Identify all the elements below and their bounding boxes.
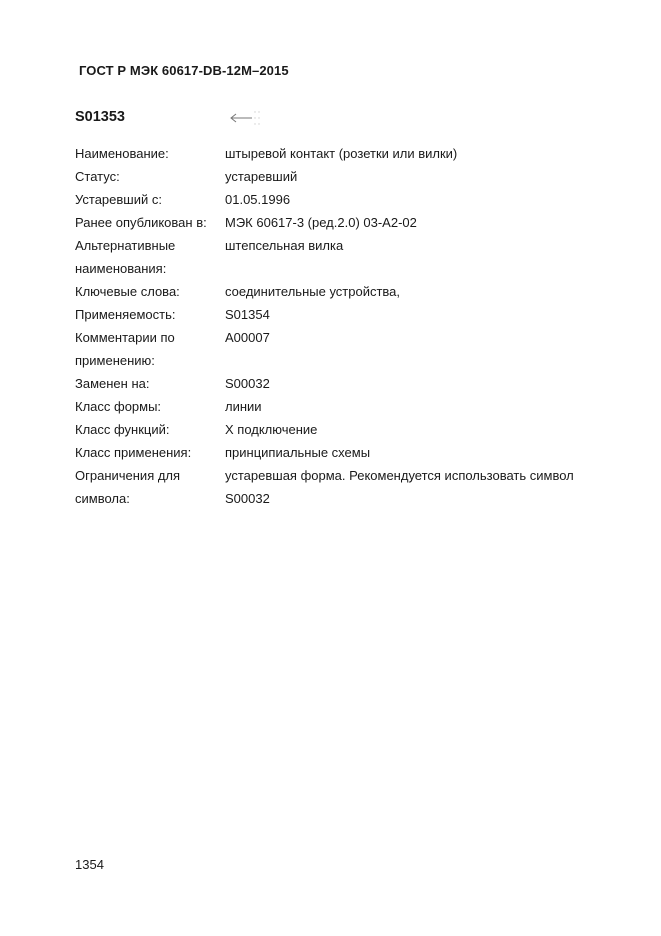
field-value: линии	[225, 399, 262, 414]
field-previously-published	[75, 211, 595, 234]
field-value: штепсельная вилка	[225, 238, 344, 253]
field-label: Устаревший с:	[75, 192, 162, 207]
field-restrictions	[75, 464, 595, 510]
field-obsolete-since	[75, 188, 595, 211]
field-label: Ключевые слова:	[75, 284, 180, 299]
symbol-properties	[75, 142, 595, 510]
field-value: устаревший	[225, 169, 298, 184]
page-number: 1354	[75, 857, 104, 872]
symbol-graphic	[228, 109, 264, 127]
field-label: Заменен на:	[75, 376, 150, 391]
field-label: Комментарии по применению:	[75, 330, 175, 368]
field-label: Применяемость:	[75, 307, 176, 322]
field-function-class	[75, 418, 595, 441]
document-header: ГОСТ Р МЭК 60617-DB-12M–2015	[79, 63, 289, 78]
field-label: Наименование:	[75, 146, 169, 161]
field-value: 01.05.1996	[225, 192, 291, 207]
field-label: Класс формы:	[75, 399, 162, 414]
field-label: Ограничения для символа:	[75, 468, 181, 506]
field-application-class	[75, 441, 595, 464]
field-application-notes	[75, 326, 595, 372]
field-label: Статус:	[75, 169, 120, 184]
field-name	[75, 142, 595, 165]
field-alternative-names	[75, 234, 595, 280]
field-replaced-by	[75, 372, 595, 395]
field-applicability	[75, 303, 595, 326]
left-arrow-icon	[228, 109, 264, 127]
field-value: штыревой контакт (розетки или вилки)	[225, 146, 458, 161]
symbol-id: S01353	[75, 109, 125, 125]
field-label: Ранее опубликован в:	[75, 215, 207, 230]
field-value: S00032	[225, 376, 270, 391]
field-value: принципиальные схемы	[225, 445, 371, 460]
field-value: S01354	[225, 307, 270, 322]
field-value: X подключение	[225, 422, 318, 437]
field-label: Класс применения:	[75, 445, 192, 460]
field-status	[75, 165, 595, 188]
field-label: Класс функций:	[75, 422, 170, 437]
field-value: A00007	[225, 330, 270, 345]
field-shape-class	[75, 395, 595, 418]
field-label: Альтернативные наименования:	[75, 238, 176, 276]
field-value: соединительные устройства,	[225, 284, 401, 299]
field-keywords	[75, 280, 595, 303]
field-value: МЭК 60617-3 (ред.2.0) 03-A2-02	[225, 215, 417, 230]
field-value: устаревшая форма. Рекомендуется использовать символ S00032	[225, 468, 574, 506]
